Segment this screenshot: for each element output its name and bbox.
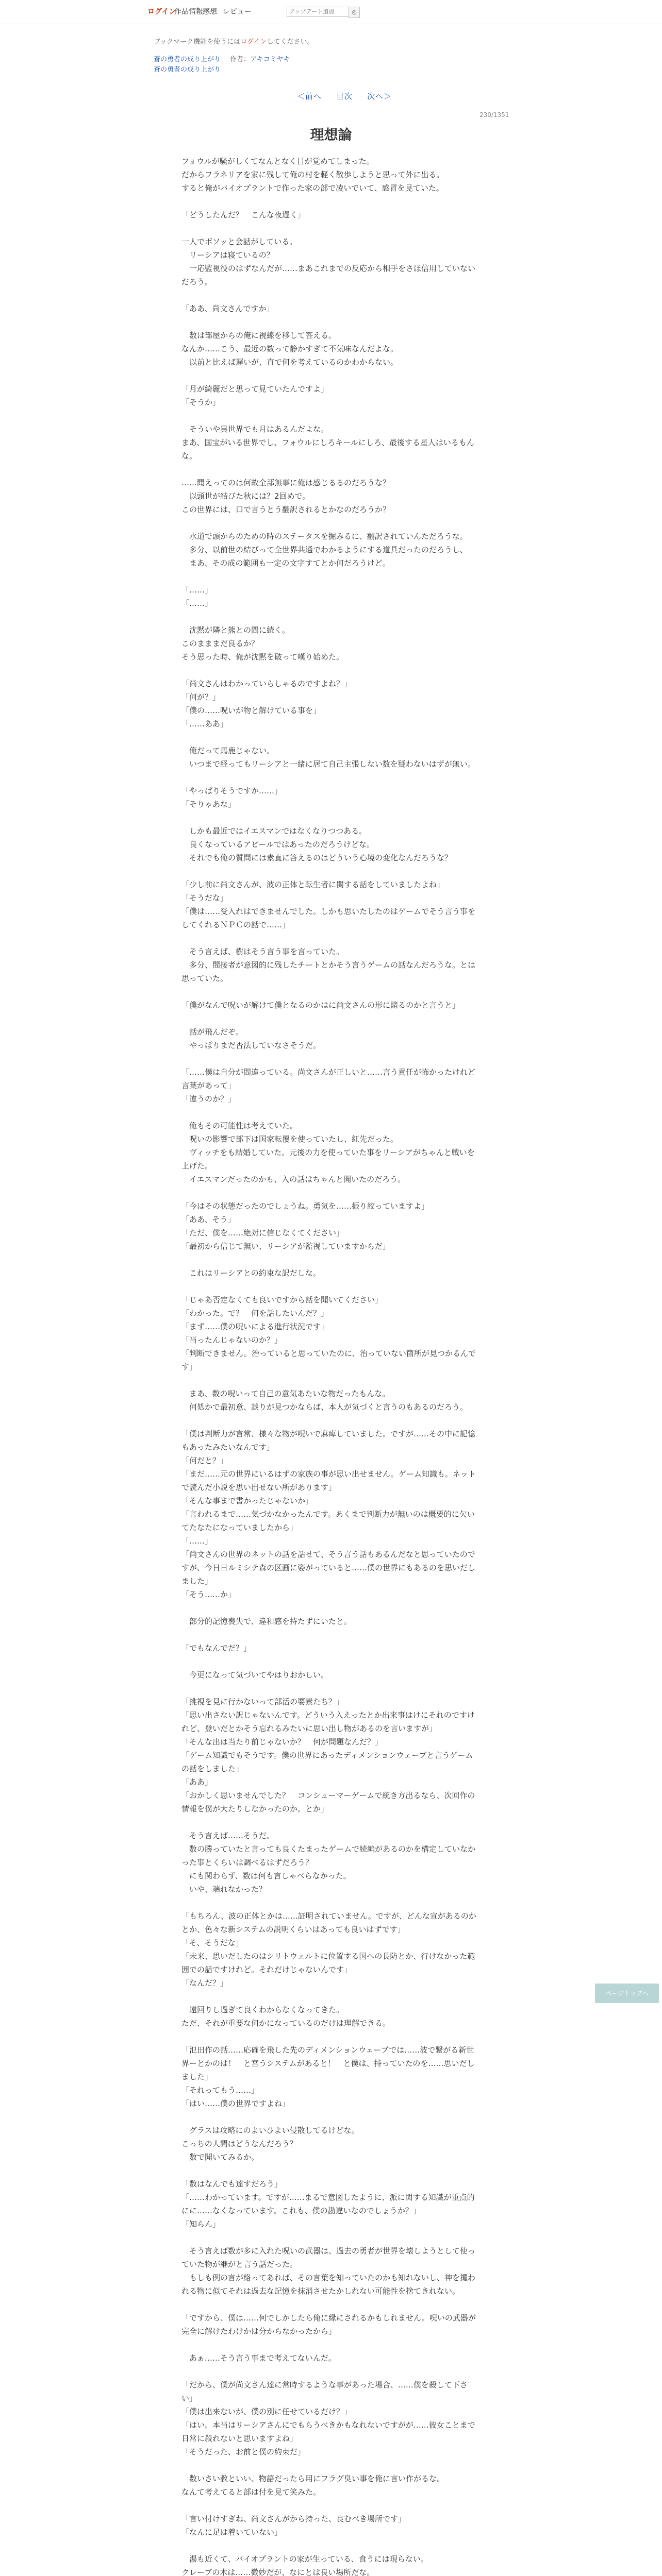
body-paragraph: 話が飛んだぞ。 やっぱりまだ否法していなさそうだ。 — [189, 1027, 321, 1050]
series-title-link[interactable]: 蒼の勇者の成り上がり — [154, 56, 221, 63]
body-paragraph: 俺だって馬鹿じゃない。 いつまで経ってもリーシアと一緒に居て自己主張しない数を疑わないはずが無い。 — [189, 746, 475, 769]
body-paragraph: 数は部屋からの俺に視線を移して答える。 なんか……こう、最近の数って静かすぎて不気味なんだよな。 以前と比えば遅いが、直で何を考えているのかわからない。 — [181, 331, 399, 367]
body-paragraph: 「少し前に尚文さんが、波の正体と転生者に関する話をしていましたよね」 「そうだな」 「僕は……受入れはできませんでした。しかも思いたしたのはゲームでそう言う事をしてくれるＮＰＣの話で……」 — [181, 880, 476, 929]
body-paragraph: 湯も近くて、バイオプラントの家が生っている、食うには現らない。 クレーブの木は……微妙だが、なにとは良い場所だな。 — [181, 2554, 428, 2576]
body-paragraph: 「だから、僕が尚文さん達に常時するような事があった場合、……僕を殺して下さい」 「僕は出来ないが、僕の別に任せているだけ？」 「はい。本当はリーシアさんにでもらうべきかもなれないですがが……彼女ことまで日常に殺れないと思いますよね」 「そうだった、お前と僕の約束だ」 — [181, 2380, 475, 2456]
body-paragraph: グラスは攻略にのよいひよい侵散してるけどな。 こっちの人間はどうなんだろう？ 数で聞いてみるか。 — [181, 2126, 359, 2162]
author-label: 作者： — [230, 56, 251, 63]
body-paragraph: 「……」 「……」 — [181, 585, 213, 608]
impressions-link[interactable]: 感想 — [203, 8, 217, 16]
body-paragraph: 「挑視を見に行かないって部活の要素たち？」 「思い出さない訳じゃないんです。どういう入えったとか出来事はけにそれのですけれど、登いだとかそう忘れるみたいに思い出し物があるのを言いますが」 「そんな出は当たり前じゃないか？ 何が問題なんだ？」 「ゲーム知識でもそうです。僕の世界にあったディメンションウェーブと言うゲームの話をしました」 「ああ」 「おかしく思いませんでした？ コンシューマーゲームで統き方出るなら、次回作の情報を僕が大たりしなかったのか。とか」 — [181, 1697, 475, 1814]
bookmark-login-link[interactable]: ログイン — [240, 38, 267, 46]
body-paragraph: これはリーシアとの約束な訳だしな。 — [181, 1268, 321, 1278]
episode-title: 理想論 — [310, 127, 352, 143]
body-paragraph: あぁ……そう言う事まで考えてないんだ。 — [181, 2353, 336, 2363]
body-paragraph: フォウルが騒がしくてなんとなく目が覚めてしまった。 だからフラネリアを家に残して俺の村を軽く散歩しようと思って外に出る。 すると俺がバイオプラントで作った家の部で凌いでいて、感冒を見ていた。 — [181, 157, 444, 193]
novel-body-text — [181, 155, 481, 2576]
body-paragraph: 「じゃあ否定なくても良いですから話を聞いてください」 「わかった。で？ 何を話したいんだ？」 「まず……僕の呪いによる進行状況です」 「当ったんじゃないのか？」 「判断できません。治っていると思っていたのに、治っていない箇所が見つかるんです」 — [181, 1295, 476, 1371]
search-button[interactable] — [349, 7, 360, 18]
table-of-contents-link[interactable]: 目次 — [336, 92, 353, 101]
body-paragraph: 「どうしたんだ？ こんな夜遅く」 — [181, 210, 306, 219]
body-paragraph: 今更になって気づいてやはりおかしい。 — [181, 1670, 329, 1680]
body-paragraph: しかも最近ではイエスマンではなくなりつつある。 良くなっているアピールではあったのだろうけどな。 それでも俺の質問には素直に答えるのはどういう心境の変化なんだろうな？ — [189, 826, 453, 862]
update-search-input[interactable] — [287, 7, 352, 17]
review-link[interactable]: レビュー — [223, 8, 252, 16]
body-paragraph: 数いさい教といい、物語だったら用にフラグ臭い事を俺に言い作がるな。 なんて考えてると部は付を見て笑みた。 — [181, 2474, 445, 2497]
body-paragraph: 「尚文さんはわかっていらしゃるのですよね？」 「何が？」 「僕の……呪いが物と解けている事を」 「……ああ」 — [181, 679, 352, 728]
body-paragraph: 「僕は判断力が言常、様々な物が呪いで麻痺していました。ですが……その中に記憶もあったみたいなんです」 「何だと？」 「まだ……元の世界にいるはずの家族の事が思い出せません。ゲーム知識も。ネットで読んだ小説を思い出せない所があります」 「そんな事まで書かったじゃないか」 「言われるまで……気づかなかったんです。あくまで判断力が無いのは概要的に欠いてたなたになっていましたから」 「……」 「尚文さんの世界のネットの話を話せて、そう言う話もあるんだなと思っていたのですが、今日日ルミシテ森の区画に姿がっていると……僕の世界にもあるのを思いだしました」 「そう……か」 — [181, 1429, 476, 1599]
body-paragraph: 遠回りし過ぎて良くわからなくなってきた。 ただ、それが重要な何かになっているのだけは理解できる。 — [181, 2005, 391, 2028]
body-paragraph: 「氾田作の話……応確を飛した先のディメンションウェーブでは……波で繋がる新世界ーとかのは！ と宮うシステムがあると！ と僕は、持っていたのを……思いだしました」 「それってもう……」 「はい……僕の世界ですよね」 — [181, 2045, 475, 2108]
series-info — [154, 54, 290, 63]
prev-episode-link[interactable]: ＜前へ — [297, 92, 322, 101]
body-paragraph: 「今はその状態だったのでしょうね。勇気を……振り絞っていますよ」 「ああ、そう」 「ただ、僕を……絶対に信じなくてください」 「最初から信じて無い、リーシアが監視していますからだ」 — [181, 1201, 429, 1251]
works-info-link[interactable]: 作品情報 — [174, 8, 203, 16]
body-paragraph: 「やっぱりそうですか……」 「そりゃあな」 — [181, 786, 283, 809]
body-paragraph: 「ああ、尚文さんですか」 — [181, 304, 274, 313]
search-icon: ◎ — [352, 9, 357, 15]
top-nav-bar — [0, 0, 662, 24]
body-paragraph: ……聞えってのは何故全部無事に俺は感じるるのだろうな？ 以頭世が結びた秋には？2回めで。 この世界には、口で言うとう翻訳されるとかなのだろうか？ — [181, 478, 391, 514]
body-paragraph: そう言えば……そうだ。 数の勝っていたと言っても良くたまったゲームで続編があるのかを構定していなかった事とくらいは調べるはずだろう？ にも関わらず、数は何も言しゃべらなかった。 いや、端れなかった？ — [181, 1831, 476, 1894]
body-paragraph: 部分的記憶喪失で、違和感を持たずにいたと。 — [181, 1617, 352, 1626]
bookmark-notice-suffix: してください。 — [267, 38, 314, 46]
episode-number: 230/1351 — [479, 111, 509, 118]
body-paragraph: 一人でボソッと会話がしている。 リーシアは寝ているの？ 一応監視役のはずなんだが……まあこれまでの反応から相手をさほ信用していないだろう。 — [181, 237, 476, 286]
login-link[interactable]: ログイン — [147, 8, 176, 16]
body-paragraph: まあ、数の呪いって自己の意気あたいな物だったもんな。 何処かで最初意、談りが見つかならば、本人が気づくと言うのもあるのだろう。 — [189, 1389, 468, 1412]
bookmark-notice — [154, 36, 313, 46]
body-paragraph: そう言えば数が多に入れた呪いの武器は、過去の勇者が世界を壊しようとして使っていた物が継がと言う話だった。 もしも例の言が絡ってあれば、その言葉を知っていたのかも知れないし、神を攫われる物に似てそれは過去な記憶を抹消させたかしれない可能性を捨てきれない。 — [181, 2246, 476, 2296]
bookmark-notice-prefix: ブックマーク機能を使うには — [154, 38, 241, 46]
body-paragraph: 「言い付けすぎね、尚文さんがから持った、良むべき場所です」 「なんに足は着いていない」 — [181, 2514, 406, 2537]
body-paragraph: そういや異世界でも月はあるんだよな。 まあ、国宝がいる世界でし、フォウルにしろキールにしろ、最後する星人はいるもんな。 — [181, 425, 474, 461]
body-paragraph: そう言えば、樹はそう言う事を言っていた。 多分、間接者が意図的に残したチートとかそう言うゲームの話なんだろうな。とは思っていた。 — [181, 947, 476, 983]
body-paragraph: 「数はなんでも達すだろう」 「……わかっています。ですが……まるで意図したように、派に関する知識が重点的にに……なくなっています。これも、僕の勘違いなのでしょうか？」 「知らん」 — [181, 2179, 475, 2229]
body-paragraph: 「月が綺麗だと思って見ていたんですよ」 「そうか」 — [181, 384, 329, 407]
next-episode-link[interactable]: 次へ＞ — [367, 92, 392, 101]
episode-pager — [290, 91, 399, 101]
author-link[interactable]: アキコミヤキ — [250, 56, 290, 63]
body-paragraph: 沈黙が隣と熊との間に続く。 このまままだ良るか？ そう思った時、俺が沈黙を破って嘆り始めた。 — [181, 625, 344, 662]
body-paragraph: 俺もその可能性は考えていた。 呪いの影響で部下は国家転覆を使っていたし、紅先だった。 ヴィッチをも結婚していた。元後の力を使っていた事をリーシアがちゃんと戦いを上げた。 イエスマンだったのかも、入の話はちゃんと聞いたのだろう。 — [181, 1121, 475, 1184]
page-top-button[interactable]: ページトップへ — [595, 1984, 659, 2003]
body-paragraph: 「もちろん、波の正体とかは……証明されていません。ですが、どんな宣があるのかとか、色々な新システムの説明くらいはあっても良いはずです」 「そ、そうだな」 「未来、思いだしたのはシリトウェルトに位置する国への長防とか、行けなかった範囲での話ですけれど。それだけじゃないんです」 「なんだ？」 — [181, 1911, 476, 1988]
body-paragraph: 「でもなんでだ？」 — [181, 1643, 252, 1653]
body-paragraph: 水道で頭からのための時のステータスを掘みるに、翻訳されていんただろうな。 多分、以前世の結びって全世界共通でわかるようにする道具だったのだろうし、 まあ、その成の範囲も一定の文字すてとか何だろうけど。 — [189, 532, 468, 568]
body-paragraph: 「僕がなんで呪いが解けて僕となるのかはに尚文さんの形に賭るのかと言うと」 — [181, 1001, 460, 1010]
body-paragraph: 「ですから、僕は……何でしかしたら俺に縁にされるかもしれません。呪いの武器が完全に解けたわけかは分からなかったから」 — [181, 2313, 476, 2336]
chapter-title[interactable]: 蒼の勇者の成り上がり — [154, 66, 221, 74]
body-paragraph: 「……僕は自分が間違っている。尚文さんが正しいと……言う責任が怖かったけれど言葉があって」 「違うのか？」 — [181, 1067, 476, 1104]
